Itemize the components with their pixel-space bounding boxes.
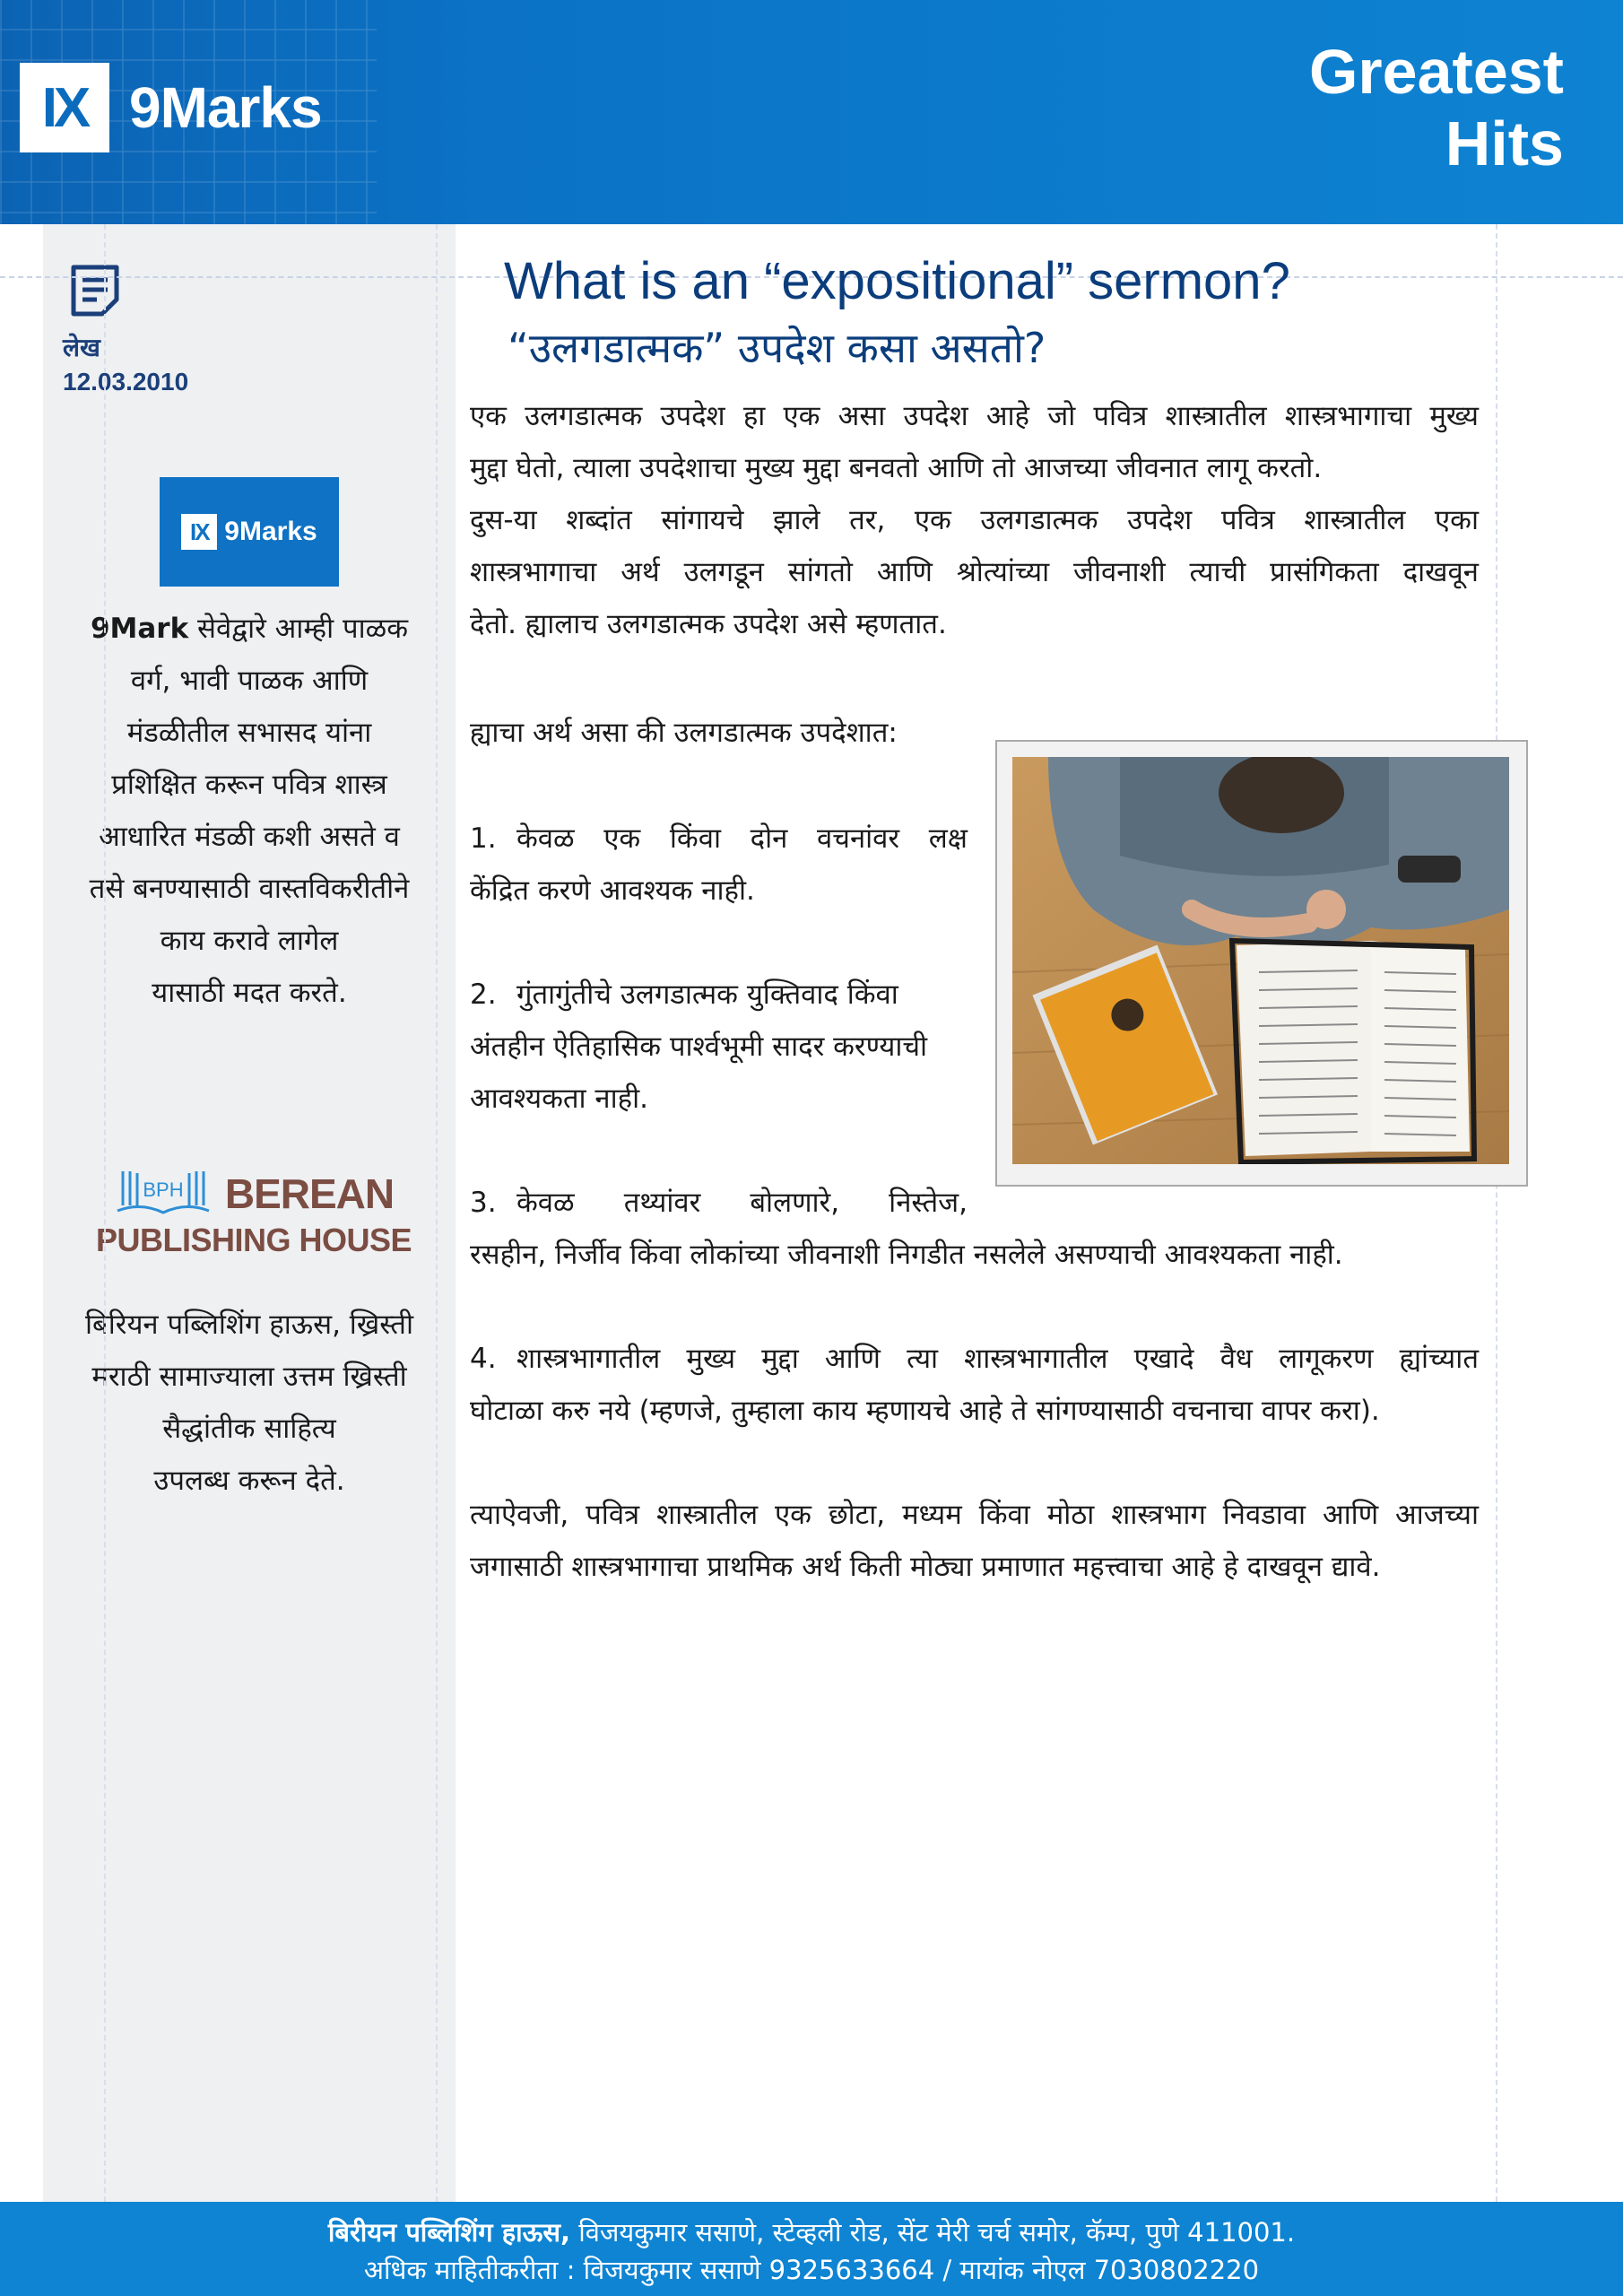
footer-address <box>0 2214 1623 2249</box>
final-paragraph <box>470 1489 1479 1593</box>
footer-bar <box>0 2202 1623 2296</box>
desc-line: प्रशिक्षित करून पवित्र शास्त्र <box>111 769 387 801</box>
list-item-text: रसहीन, निर्जीव किंवा लोकांच्या जीवनाशी निगडीत नसलेले असण्याची आवश्यकता नाही. <box>470 1239 1343 1271</box>
header-banner <box>0 0 1623 224</box>
bph-name-top: BEREAN <box>224 1170 395 1217</box>
intro-line: एक उलगडात्मक उपदेश हा एक असा उपदेश आहे जो पवित्र शास्त्रातील शास्त्रभागाचा मुख्य <box>470 400 1479 432</box>
open-book-icon <box>114 1166 213 1218</box>
dashed-guide-vertical <box>104 224 106 2202</box>
greatest-hits-title <box>1309 36 1564 179</box>
footer-address-text: विजयकुमार ससाणे, स्टेव्हली रोड, सेंट मेरी चर्च समोर, कॅम्प, पुणे 411001. <box>570 2217 1296 2248</box>
article-title-english: What is an “expositional” sermon? <box>504 252 1290 310</box>
logo-text: 9Marks <box>129 75 322 140</box>
bph-mark: BPH <box>143 1178 184 1201</box>
list-item <box>470 1177 1479 1281</box>
photo-frame <box>995 740 1528 1187</box>
logo-mark: IX <box>20 63 109 152</box>
list-lead: ह्याचा अर्थ असा की उलगडात्मक उपदेशात: <box>470 717 898 749</box>
bph-name-bottom: PUBLISHING HOUSE <box>95 1222 412 1258</box>
greatest-line2: Hits <box>1445 109 1564 178</box>
desc-line: वर्ग, भावी पाळक आणि <box>130 665 369 697</box>
list-item-number: 2. <box>470 978 497 1011</box>
sidebar-logo-mark: IX <box>181 514 217 550</box>
dashed-guide-vertical <box>436 224 438 2202</box>
desc-line: काय करावे लागेल <box>160 925 339 957</box>
berean-publishing-logo <box>74 1166 433 1259</box>
list-item-text: घोटाळा करु नये (म्हणजे, तुम्हाला काय म्हणायचे आहे ते सांगण्यासाठी वचनाचा वापर करा). <box>470 1395 1380 1427</box>
list-item-text: केवळ तथ्यांवर बोलणारे, निस्तेज, <box>516 1187 968 1219</box>
article-title-marathi: “उलगडात्मक” उपदेश कसा असतो? <box>508 324 1046 372</box>
intro-line: दुस-या शब्दांत सांगायचे झाले तर, एक उलगडात्मक उपदेश पवित्र शास्त्रातील एका <box>470 504 1479 536</box>
bph-desc-line: उपलब्ध करून देते. <box>153 1465 345 1497</box>
list-item-text: आवश्यकता नाही. <box>470 1083 649 1115</box>
intro-line: देतो. ह्यालाच उलगडात्मक उपदेश असे म्हणतात. <box>470 608 947 640</box>
list-item <box>470 969 968 1125</box>
footer-publisher: बिरीयन पब्लिशिंग हाऊस, <box>327 2217 570 2248</box>
bible-reading-photo <box>1012 757 1509 1164</box>
intro-line: शास्त्रभागाचा अर्थ उलगडून सांगतो आणि श्रोत्यांच्या जीवनाशी त्याची प्रासंगिकता दाखवून <box>470 556 1479 588</box>
bph-desc-line: बिरियन पब्लिशिंग हाऊस, ख्रिस्ती <box>85 1309 413 1341</box>
desc-line: आधारित मंडळी कशी असते व <box>99 821 400 853</box>
footer-contact: अधिक माहितीकरीता : विजयकुमार ससाणे 9325633664 / मायांक नोएल 7030802220 <box>363 2255 1260 2285</box>
list-item-text: गुंतागुंतीचे उलगडात्मक युक्तिवाद किंवा <box>516 978 898 1011</box>
ninemarks-bold: 9Mark <box>90 613 189 645</box>
dashed-guide-vertical <box>1496 224 1497 2202</box>
list-item-text: अंतहीन ऐतिहासिक पार्श्वभूमी सादर करण्याची <box>470 1031 928 1063</box>
intro-line: मुद्दा घेतो, त्याला उपदेशाचा मुख्य मुद्दा बनवतो आणि तो आजच्या जीवनात लागू करतो. <box>470 452 1323 484</box>
list-item-number: 1. <box>470 822 497 855</box>
list-item-text: केवळ एक किंवा दोन वचनांवर लक्ष <box>516 822 968 855</box>
desc-line: सेवेद्वारे आम्ही पाळक <box>188 613 409 645</box>
list-item-text: केंद्रित करणे आवश्यक नाही. <box>470 874 755 907</box>
greatest-line1: Greatest <box>1308 37 1564 107</box>
sidebar-logo-text: 9Marks <box>224 517 317 546</box>
bph-desc-line: सैद्धांतीक साहित्य <box>162 1413 336 1445</box>
ninemarks-description <box>52 603 447 1019</box>
desc-line: यासाठी मदत करते. <box>152 977 347 1009</box>
bph-desc-line: मराठी सामाज्याला उत्तम ख्रिस्ती <box>91 1361 407 1393</box>
final-line: त्याऐवजी, पवित्र शास्त्रातील एक छोटा, मध्यम किंवा मोठा शास्त्रभाग निवडावा आणि आजच्या <box>470 1499 1479 1531</box>
desc-line: मंडळीतील सभासद यांना <box>126 717 372 749</box>
desc-line: तसे बनण्यासाठी वास्तविकरीतीने <box>89 873 410 905</box>
article-document-icon <box>66 262 124 319</box>
article-type-label: लेख <box>63 333 100 362</box>
list-item <box>470 813 968 917</box>
list-item-number: 3. <box>470 1187 497 1219</box>
ninemarks-sidebar-logo <box>160 477 339 587</box>
list-item-text: शास्त्रभागातील मुख्य मुद्दा आणि त्या शास्त्रभागातील एखादे वैध लागूकरण ह्यांच्यात <box>516 1343 1479 1375</box>
final-line: जगासाठी शास्त्रभागाचा प्राथमिक अर्थ किती मोठ्या प्रमाणात महत्त्वाचा आहे हे दाखवून द्यावे. <box>470 1551 1381 1583</box>
article-date: 12.03.2010 <box>63 368 189 396</box>
bph-description <box>52 1299 447 1507</box>
ninemarks-logo <box>20 63 322 152</box>
intro-paragraph <box>470 390 1479 650</box>
list-item <box>470 1333 1479 1437</box>
list-item-number: 4. <box>470 1343 497 1375</box>
